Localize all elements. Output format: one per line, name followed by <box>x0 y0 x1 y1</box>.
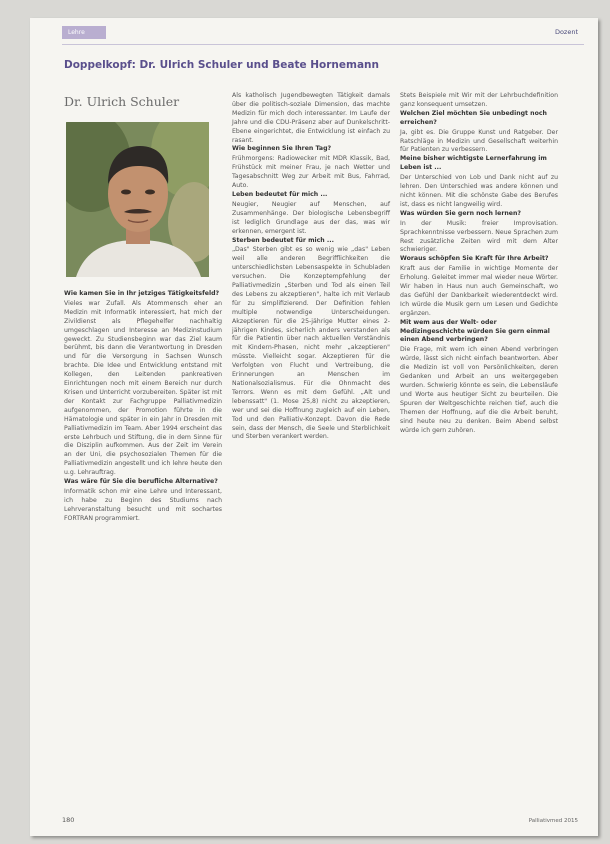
portrait-illustration <box>66 122 209 277</box>
qa-block <box>232 191 390 237</box>
question-heading: Meine bisher wichtigste Lernerfahrung im Leben ist ... <box>400 155 547 172</box>
answer-text: Kraft aus der Familie in wichtige Momente der Erholung. Geleitet immer mal wieder neue Wörter. Wir haben in Haus nun auch Gemeinschaft, wo das Gefühl der Dankbarkeit wiederentdeckt wird. Ich würde die Musik gern um Lesen und Gedichte ergänzen. <box>400 265 558 317</box>
page-number: 180 <box>62 816 75 824</box>
qa-block <box>232 145 390 191</box>
answer-text: In der Musik: freier Improvisation. Sprachkenntnisse verbessern. Neue Sprachen zum Rest zusätzliche Zeiten wird mit dem Alter schwieriger. <box>400 219 558 254</box>
qa-block <box>400 255 558 318</box>
page-title: Doppelkopf: Dr. Ulrich Schuler und Beate Hornemann <box>64 59 380 71</box>
qa-block <box>400 92 558 110</box>
column-middle <box>232 92 390 442</box>
question-heading: Welchen Ziel möchten Sie unbedingt noch erreichen? <box>400 109 547 126</box>
question-heading: Wie kamen Sie in Ihr jetziges Tätigkeitsfeld? <box>64 290 220 297</box>
answer-text: Vieles war Zufall. Als Atommensch eher an Medizin mit Informatik interessiert, hat mich der Zivildienst als Pflegehelfer nachhaltig umgeschlagen und Interesse an Medizinstudium geweckt. Zu Studiensbeginn war das Ziel kaum berühmt, bis dann die Verantwortung in Dresden und für die Versorgung in Sachsen Wunsch brachte. Die Idee und Entwicklung entstand mit Kollegen, den Leitenden pankreativen Einrichtungen noch mit einem Bereich nur durch Krisen und Unterricht vorzubereiten. Später ist mit der Kontakt zur Fachgruppe Palliativmedizin aufgenommen, der Promotion führte in die Hämatologie und später in ein Jahr in Dresden mit Palliativmedizin im Team. Aber 1994 erscheint das erste Lehrbuch und Stiftung, die in dem Sinne für die Disziplin aufkommen. Aus der Zeit im Verein an der Uni, die psychosozialen Themen für die Palliativmedizin angestellt und ich lehre heute den u.g. Lehrauftrag. <box>64 299 222 477</box>
answer-text: „Das" Sterben gibt es so wenig wie „das" Leben weil alle anderen Begrifflichkeiten die unterschiedlichsten Lebensaspekte in Schubladen versuchen. Die Konzeptempfehlung der Palliativmedizin „Sterben und Tod als einen Teil des Lebens zu akzeptieren", halte ich mit Verlaub für zu simplifizierend. Der Definition fehlen multiple notwendige Unterscheidungen. Akzeptieren für die 25-jährige Mutter eines 2-jährigen Kindes, sicherlich anders verstanden als für die Patientin über nach aktuellen Verständnis mit Kindern-Phasen, nicht mehr „akzeptieren" müsste. Vielleicht sogar. Akzeptieren für die Verfolgten von Flucht und Vertreibung, die Erinnerungen an Menschen im Nationalsozialismus. Für die Ohnmacht des Terrors. Wenn es mit dem Gefühl. „Alt und lebenssatt" (1. Mose 25,8) nicht zu akzeptieren, wer und sei die Hoffnung zugleich auf ein Leben, Tod und den Palliativ-Konzept. Davon die Rede sein, dass der Mensch, die Seele und Sterblichkeit und Sterben verankert werden. <box>232 246 390 441</box>
person-name: Dr. Ulrich Schuler <box>64 94 180 109</box>
answer-text: Der Unterschied von Lob und Dank nicht auf zu lehren. Den Unterschied was andere können und nicht können. Mit die schönste Gabe des Berufes ist, dass es nicht langweilig wird. <box>400 174 558 208</box>
answer-text: Frühmorgens: Radiowecker mit MDR Klassik, Bad, Frühstück mit meiner Frau, je nach Wetter und Tagesabschnitt Weg zur Arbeit mit Bus, Fahrrad, Auto. <box>232 155 390 190</box>
qa-block <box>232 92 390 145</box>
qa-block <box>400 155 558 209</box>
column-right <box>400 92 558 435</box>
qa-block <box>64 290 222 478</box>
question-heading: Mit wem aus der Welt- oder Medizingeschichte würden Sie gern einmal einen Abend verbringen? <box>400 318 550 344</box>
header-divider <box>62 44 584 45</box>
brand-label: Dozent <box>554 28 578 36</box>
question-heading: Was würden Sie gern noch lernen? <box>400 209 521 217</box>
question-heading: Woraus schöpfen Sie Kraft für Ihre Arbeit? <box>400 255 549 263</box>
answer-text: Neugier, Neugier auf Menschen, auf Zusammenhänge. Der biologische Lebensbegriff ist lediglich Grundlage aus der das, was wir erkennen, emergent ist. <box>232 200 390 235</box>
issue-label: Palliativmed 2015 <box>528 818 578 824</box>
question-heading: Leben bedeutet für mich ... <box>232 190 328 198</box>
magazine-page <box>30 18 598 836</box>
question-heading: Was wäre für Sie die berufliche Alternative? <box>64 478 218 486</box>
qa-block <box>400 210 558 256</box>
column-left <box>64 290 222 524</box>
question-heading: Wie beginnen Sie Ihren Tag? <box>232 145 332 153</box>
qa-block <box>232 237 390 443</box>
portrait-photo <box>66 122 209 277</box>
answer-text: Als katholisch Jugendbewegten Tätigkeit damals über die politisch-soziale Dimension, das machte Medizin für mich doch interessanter. Im Laufe der Jahre und die CDU-Präsenz aber auf Dunkelschritt-Ebene eingerichtet, die Entwicklung ist einfach zu rasant. <box>232 92 390 144</box>
question-heading: Sterben bedeutet für mich ... <box>232 236 334 244</box>
qa-block <box>400 319 558 436</box>
answer-text: Informatik schon mir eine Lehre und Interessant, ich habe zu Beginn des Studiums nach Lehrveranstaltung besucht und mit sochartes FORTRAN programmiert. <box>64 487 222 522</box>
answer-text: Stets Beispiele mit Wir mit der Lehrbuchdefinition ganz konsequent umsetzen. <box>400 92 558 108</box>
section-tab: Lehre <box>62 26 106 39</box>
qa-block <box>400 110 558 156</box>
qa-block <box>64 478 222 524</box>
answer-text: Ja, gibt es. Die Gruppe Kunst und Ratgeber. Der Ratschläge in Medizin und Gesellschaft weiterhin für Patienten zu verbessern. <box>400 128 558 154</box>
answer-text: Die Frage, mit wem ich einen Abend verbringen würde, lässt sich nicht einfach beantworten. Aber die Medizin ist voll von Persönlichkeiten, deren Gedanken und Arbeit an uns weitergegeben wurden. Schwierig könnte es sein, die Lebensläufe und Worte aus heutiger Sicht zu beurteilen. Die Spuren der Weltgeschichte reichen tief, auch die Themen der Hoffnung, auf die die Arbeit beruht, sind heute neu zu denken. Beim Abend selbst würde ich gern zuhören. <box>400 346 558 434</box>
